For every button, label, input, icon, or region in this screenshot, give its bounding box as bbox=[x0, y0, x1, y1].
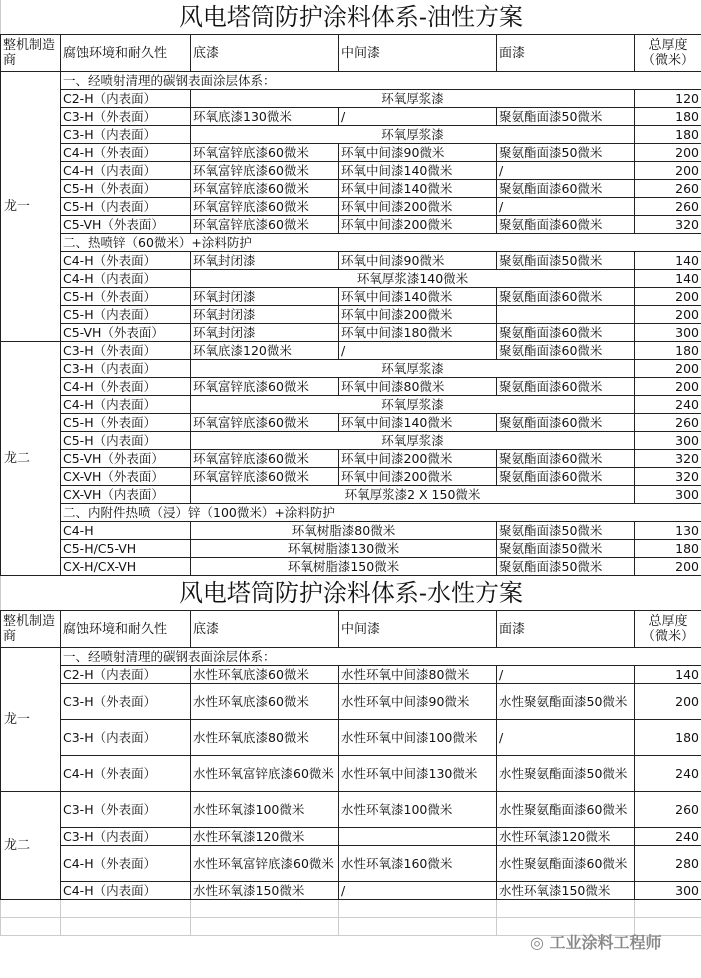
primer-intermediate-cell: 环氧树脂漆80微米 bbox=[191, 522, 497, 540]
topcoat-cell: 聚氨酯面漆50微米 bbox=[497, 252, 635, 270]
primer-cell: 环氧封闭漆 bbox=[191, 306, 339, 324]
primer-cell: 环氧底漆120微米 bbox=[191, 342, 339, 360]
table-row bbox=[1, 432, 701, 450]
environment-cell: C3-H（外表面） bbox=[61, 792, 191, 828]
topcoat-cell: / bbox=[497, 720, 635, 756]
primer-cell: 水性环氧漆100微米 bbox=[191, 792, 339, 828]
total-thickness-cell: 180 bbox=[635, 126, 701, 144]
empty-cell bbox=[339, 918, 497, 936]
intermediate-cell: 环氧中间漆200微米 bbox=[339, 216, 497, 234]
primer-cell: 环氧富锌底漆60微米 bbox=[191, 414, 339, 432]
topcoat-cell: 聚氨酯面漆60微米 bbox=[497, 378, 635, 396]
header-topcoat: 面漆 bbox=[497, 35, 635, 72]
total-thickness-cell: 140 bbox=[635, 270, 701, 288]
intermediate-cell: 环氧中间漆140微米 bbox=[339, 414, 497, 432]
coating-system-cell: 环氧厚浆漆 bbox=[191, 360, 635, 378]
total-thickness-cell: 240 bbox=[635, 828, 701, 846]
primer-intermediate-cell: 环氧树脂漆150微米 bbox=[191, 558, 497, 576]
primer-intermediate-cell: 环氧树脂漆130微米 bbox=[191, 540, 497, 558]
primer-cell: 环氧富锌底漆60微米 bbox=[191, 162, 339, 180]
total-thickness-cell: 300 bbox=[635, 882, 701, 900]
section-row bbox=[1, 234, 701, 252]
total-thickness-cell: 260 bbox=[635, 198, 701, 216]
intermediate-cell: 环氧中间漆180微米 bbox=[339, 324, 497, 342]
topcoat-cell: 聚氨酯面漆60微米 bbox=[497, 450, 635, 468]
environment-cell: C4-H（内表面） bbox=[61, 882, 191, 900]
intermediate-cell: 水性环氧中间漆130微米 bbox=[339, 756, 497, 792]
total-thickness-cell: 300 bbox=[635, 432, 701, 450]
total-thickness-cell: 200 bbox=[635, 558, 701, 576]
table-row bbox=[1, 756, 701, 792]
environment-cell: CX-H/CX-VH bbox=[61, 558, 191, 576]
section-row bbox=[1, 504, 701, 522]
environment-cell: C5-H（外表面） bbox=[61, 414, 191, 432]
header-total: 总厚度（微米） bbox=[635, 35, 701, 72]
table-row bbox=[1, 558, 701, 576]
environment-cell: C4-H（内表面） bbox=[61, 270, 191, 288]
topcoat-cell: 聚氨酯面漆50微米 bbox=[497, 108, 635, 126]
manufacturer-cell: 龙一 bbox=[1, 72, 61, 342]
header-intermediate: 中间漆 bbox=[339, 611, 497, 648]
header-environment: 腐蚀环境和耐久性 bbox=[61, 611, 191, 648]
topcoat-cell: 聚氨酯面漆60微米 bbox=[497, 414, 635, 432]
primer-cell: 环氧富锌底漆60微米 bbox=[191, 450, 339, 468]
table-row bbox=[1, 270, 701, 288]
header-primer: 底漆 bbox=[191, 611, 339, 648]
coating-system-cell: 环氧厚浆漆 bbox=[191, 126, 635, 144]
total-thickness-cell: 200 bbox=[635, 360, 701, 378]
topcoat-cell: 聚氨酯面漆50微米 bbox=[497, 540, 635, 558]
environment-cell: C4-H bbox=[61, 522, 191, 540]
topcoat-cell: 聚氨酯面漆60微米 bbox=[497, 180, 635, 198]
primer-cell: 环氧封闭漆 bbox=[191, 288, 339, 306]
total-thickness-cell: 260 bbox=[635, 414, 701, 432]
section-row bbox=[1, 648, 701, 666]
table-title: 风电塔筒防护涂料体系-油性方案 bbox=[0, 0, 701, 34]
table-row bbox=[1, 486, 701, 504]
primer-cell: 环氧封闭漆 bbox=[191, 324, 339, 342]
table-row bbox=[1, 216, 701, 234]
environment-cell: C5-H（外表面） bbox=[61, 288, 191, 306]
intermediate-cell: / bbox=[339, 882, 497, 900]
table-row bbox=[1, 468, 701, 486]
primer-cell: 水性环氧富锌底漆60微米 bbox=[191, 756, 339, 792]
topcoat-cell: 聚氨酯面漆60微米 bbox=[497, 216, 635, 234]
intermediate-cell: 环氧中间漆90微米 bbox=[339, 144, 497, 162]
total-thickness-cell: 200 bbox=[635, 162, 701, 180]
section-heading: 一、经喷射清理的碳钢表面涂层体系： bbox=[61, 648, 701, 666]
primer-cell: 环氧富锌底漆60微米 bbox=[191, 468, 339, 486]
table-row bbox=[1, 540, 701, 558]
total-thickness-cell: 260 bbox=[635, 180, 701, 198]
topcoat-cell: / bbox=[497, 198, 635, 216]
coating-system-cell: 环氧厚浆漆 bbox=[191, 90, 635, 108]
environment-cell: CX-VH（内表面） bbox=[61, 486, 191, 504]
total-thickness-cell: 140 bbox=[635, 252, 701, 270]
intermediate-cell: 水性环氧漆160微米 bbox=[339, 846, 497, 882]
total-thickness-cell: 320 bbox=[635, 468, 701, 486]
section-heading: 二、热喷锌（60微米）+涂料防护 bbox=[61, 234, 701, 252]
table-row bbox=[1, 414, 701, 432]
total-thickness-cell: 180 bbox=[635, 720, 701, 756]
intermediate-cell: 水性环氧中间漆80微米 bbox=[339, 666, 497, 684]
topcoat-cell: / bbox=[497, 162, 635, 180]
intermediate-cell: 环氧中间漆90微米 bbox=[339, 252, 497, 270]
topcoat-cell: 水性聚氨酯面漆50微米 bbox=[497, 684, 635, 720]
table-row bbox=[1, 828, 701, 846]
empty-cell bbox=[635, 900, 701, 918]
topcoat-cell: 水性环氧漆150微米 bbox=[497, 882, 635, 900]
environment-cell: C3-H（外表面） bbox=[61, 342, 191, 360]
environment-cell: C5-H（内表面） bbox=[61, 432, 191, 450]
total-thickness-cell: 140 bbox=[635, 666, 701, 684]
intermediate-cell: 环氧中间漆200微米 bbox=[339, 468, 497, 486]
environment-cell: C5-H（外表面） bbox=[61, 180, 191, 198]
environment-cell: C5-H（内表面） bbox=[61, 198, 191, 216]
intermediate-cell: 环氧中间漆200微米 bbox=[339, 198, 497, 216]
table-row bbox=[1, 378, 701, 396]
header-manufacturer: 整机制造商 bbox=[1, 611, 61, 648]
total-thickness-cell: 200 bbox=[635, 684, 701, 720]
environment-cell: C3-H（外表面） bbox=[61, 108, 191, 126]
primer-cell: 环氧富锌底漆60微米 bbox=[191, 378, 339, 396]
environment-cell: C4-H（外表面） bbox=[61, 846, 191, 882]
environment-cell: C4-H（外表面） bbox=[61, 378, 191, 396]
primer-cell: 水性环氧富锌底漆60微米 bbox=[191, 846, 339, 882]
environment-cell: C3-H（外表面） bbox=[61, 684, 191, 720]
empty-cell bbox=[1, 918, 61, 936]
table-row bbox=[1, 720, 701, 756]
coating-system-cell: 环氧厚浆漆140微米 bbox=[191, 270, 635, 288]
environment-cell: C5-VH（外表面） bbox=[61, 450, 191, 468]
total-thickness-cell: 240 bbox=[635, 756, 701, 792]
intermediate-cell: 水性环氧中间漆100微米 bbox=[339, 720, 497, 756]
topcoat-cell: 水性聚氨酯面漆60微米 bbox=[497, 792, 635, 828]
manufacturer-cell: 龙一 bbox=[1, 648, 61, 792]
empty-cell bbox=[191, 918, 339, 936]
table-row bbox=[1, 306, 701, 324]
empty-cell bbox=[1, 900, 61, 918]
total-thickness-cell: 180 bbox=[635, 342, 701, 360]
empty-cell bbox=[497, 900, 635, 918]
primer-cell: 水性环氧漆120微米 bbox=[191, 828, 339, 846]
primer-cell: 环氧富锌底漆60微米 bbox=[191, 216, 339, 234]
header-row bbox=[1, 35, 701, 72]
total-thickness-cell: 300 bbox=[635, 324, 701, 342]
topcoat-cell: 聚氨酯面漆60微米 bbox=[497, 342, 635, 360]
total-thickness-cell: 200 bbox=[635, 378, 701, 396]
topcoat-cell bbox=[497, 306, 635, 324]
table-row bbox=[1, 180, 701, 198]
environment-cell: C5-H/C5-VH bbox=[61, 540, 191, 558]
table-row bbox=[1, 882, 701, 900]
topcoat-cell: 聚氨酯面漆50微米 bbox=[497, 522, 635, 540]
total-thickness-cell: 320 bbox=[635, 450, 701, 468]
environment-cell: C4-H（外表面） bbox=[61, 756, 191, 792]
total-thickness-cell: 320 bbox=[635, 216, 701, 234]
environment-cell: C2-H（内表面） bbox=[61, 666, 191, 684]
environment-cell: C2-H（内表面） bbox=[61, 90, 191, 108]
intermediate-cell: 水性环氧中间漆90微米 bbox=[339, 684, 497, 720]
environment-cell: C4-H（内表面） bbox=[61, 162, 191, 180]
table-row bbox=[1, 90, 701, 108]
total-thickness-cell: 260 bbox=[635, 792, 701, 828]
coating-table bbox=[0, 34, 701, 576]
header-row bbox=[1, 611, 701, 648]
topcoat-cell: 聚氨酯面漆60微米 bbox=[497, 288, 635, 306]
header-primer: 底漆 bbox=[191, 35, 339, 72]
topcoat-cell: 聚氨酯面漆60微米 bbox=[497, 468, 635, 486]
manufacturer-cell: 龙二 bbox=[1, 342, 61, 576]
primer-cell: 环氧富锌底漆60微米 bbox=[191, 144, 339, 162]
total-thickness-cell: 180 bbox=[635, 108, 701, 126]
total-thickness-cell: 280 bbox=[635, 846, 701, 882]
intermediate-cell: 环氧中间漆200微米 bbox=[339, 306, 497, 324]
intermediate-cell: 环氧中间漆140微米 bbox=[339, 288, 497, 306]
table-row bbox=[1, 108, 701, 126]
table-row bbox=[1, 396, 701, 414]
total-thickness-cell: 200 bbox=[635, 288, 701, 306]
total-thickness-cell: 130 bbox=[635, 522, 701, 540]
primer-cell: 水性环氧底漆60微米 bbox=[191, 666, 339, 684]
topcoat-cell: 聚氨酯面漆50微米 bbox=[497, 558, 635, 576]
topcoat-cell: 聚氨酯面漆50微米 bbox=[497, 144, 635, 162]
intermediate-cell: / bbox=[339, 342, 497, 360]
empty-row bbox=[1, 900, 701, 918]
intermediate-cell: 环氧中间漆80微米 bbox=[339, 378, 497, 396]
topcoat-cell: 水性聚氨酯面漆60微米 bbox=[497, 846, 635, 882]
total-thickness-cell: 200 bbox=[635, 306, 701, 324]
environment-cell: C5-VH（外表面） bbox=[61, 324, 191, 342]
primer-cell: 环氧底漆130微米 bbox=[191, 108, 339, 126]
primer-cell: 环氧封闭漆 bbox=[191, 252, 339, 270]
coating-system-cell: 环氧厚浆漆 bbox=[191, 396, 635, 414]
wechat-icon: ◎ bbox=[530, 933, 550, 952]
table-row bbox=[1, 450, 701, 468]
header-manufacturer: 整机制造商 bbox=[1, 35, 61, 72]
table-row bbox=[1, 792, 701, 828]
table-row bbox=[1, 342, 701, 360]
primer-cell: 环氧富锌底漆60微米 bbox=[191, 198, 339, 216]
intermediate-cell: 环氧中间漆140微米 bbox=[339, 180, 497, 198]
header-intermediate: 中间漆 bbox=[339, 35, 497, 72]
total-thickness-cell: 240 bbox=[635, 396, 701, 414]
environment-cell: C3-H（内表面） bbox=[61, 126, 191, 144]
header-total: 总厚度（微米） bbox=[635, 611, 701, 648]
table-row bbox=[1, 288, 701, 306]
watermark: ◎ 工业涂料工程师 bbox=[530, 933, 662, 952]
table-row bbox=[1, 144, 701, 162]
total-thickness-cell: 120 bbox=[635, 90, 701, 108]
table-row bbox=[1, 846, 701, 882]
environment-cell: C3-H（内表面） bbox=[61, 828, 191, 846]
table-row bbox=[1, 324, 701, 342]
table-row bbox=[1, 252, 701, 270]
environment-cell: CX-VH（外表面） bbox=[61, 468, 191, 486]
intermediate-cell: 水性环氧漆100微米 bbox=[339, 792, 497, 828]
coating-system-cell: 环氧厚浆漆 bbox=[191, 432, 635, 450]
environment-cell: C3-H（内表面） bbox=[61, 720, 191, 756]
header-environment: 腐蚀环境和耐久性 bbox=[61, 35, 191, 72]
intermediate-cell: 环氧中间漆200微米 bbox=[339, 450, 497, 468]
intermediate-cell: / bbox=[339, 108, 497, 126]
empty-cell bbox=[61, 900, 191, 918]
primer-cell: 水性环氧底漆60微米 bbox=[191, 684, 339, 720]
primer-cell: 水性环氧漆150微米 bbox=[191, 882, 339, 900]
environment-cell: C5-H（内表面） bbox=[61, 306, 191, 324]
table-row bbox=[1, 162, 701, 180]
empty-cell bbox=[191, 900, 339, 918]
topcoat-cell: 聚氨酯面漆60微米 bbox=[497, 324, 635, 342]
topcoat-cell: / bbox=[497, 666, 635, 684]
header-topcoat: 面漆 bbox=[497, 611, 635, 648]
topcoat-cell: 水性环氧漆120微米 bbox=[497, 828, 635, 846]
section-heading: 二、内附件热喷（浸）锌（100微米）+涂料防护 bbox=[61, 504, 701, 522]
intermediate-cell: 环氧中间漆140微米 bbox=[339, 162, 497, 180]
table-row bbox=[1, 522, 701, 540]
table-row bbox=[1, 360, 701, 378]
table-row bbox=[1, 684, 701, 720]
table-row bbox=[1, 666, 701, 684]
environment-cell: C3-H（内表面） bbox=[61, 360, 191, 378]
total-thickness-cell: 300 bbox=[635, 486, 701, 504]
environment-cell: C4-H（内表面） bbox=[61, 396, 191, 414]
total-thickness-cell: 180 bbox=[635, 540, 701, 558]
section-row bbox=[1, 72, 701, 90]
empty-cell bbox=[61, 918, 191, 936]
coating-system-cell: 环氧厚浆漆2 X 150微米 bbox=[191, 486, 635, 504]
table-row bbox=[1, 198, 701, 216]
primer-cell: 水性环氧底漆80微米 bbox=[191, 720, 339, 756]
environment-cell: C4-H（外表面） bbox=[61, 144, 191, 162]
environment-cell: C5-VH（外表面） bbox=[61, 216, 191, 234]
manufacturer-cell: 龙二 bbox=[1, 792, 61, 900]
table-row bbox=[1, 126, 701, 144]
empty-cell bbox=[339, 900, 497, 918]
table-title: 风电塔筒防护涂料体系-水性方案 bbox=[0, 576, 701, 610]
intermediate-cell bbox=[339, 828, 497, 846]
coating-table bbox=[0, 610, 701, 936]
total-thickness-cell: 200 bbox=[635, 144, 701, 162]
topcoat-cell: 水性聚氨酯面漆50微米 bbox=[497, 756, 635, 792]
primer-cell: 环氧富锌底漆60微米 bbox=[191, 180, 339, 198]
section-heading: 一、经喷射清理的碳钢表面涂层体系： bbox=[61, 72, 701, 90]
environment-cell: C4-H（外表面） bbox=[61, 252, 191, 270]
